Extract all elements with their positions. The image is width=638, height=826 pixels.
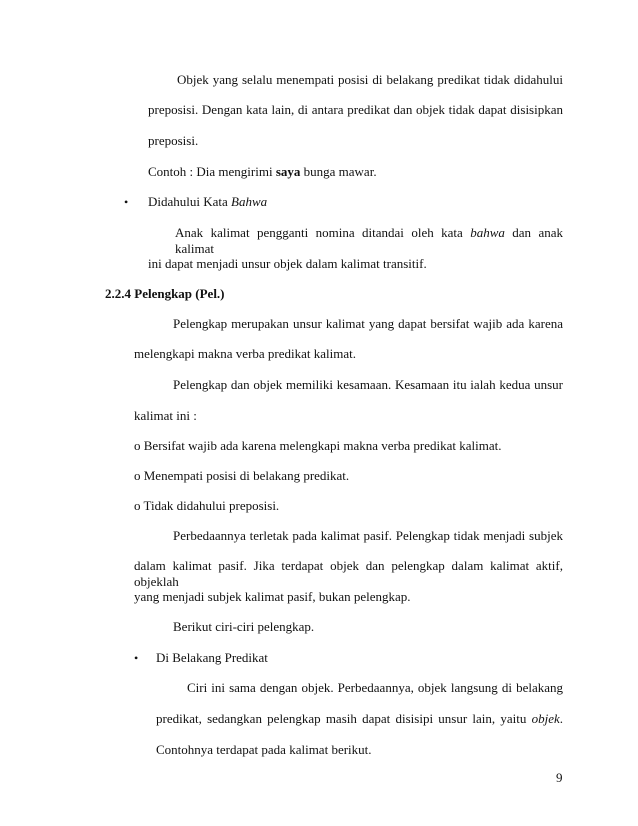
example-text: bunga mawar. <box>300 164 377 179</box>
bullet-icon: • <box>124 195 129 209</box>
paragraph-text: predikat, sedangkan pelengkap masih dapat disisipi unsur lain, yaitu <box>156 711 532 726</box>
list-item: o Menempati posisi di belakang predikat. <box>134 468 350 483</box>
paragraph-line: preposisi. <box>148 133 199 148</box>
section-title: Pelengkap (Pel.) <box>134 286 225 301</box>
paragraph-line: melengkapi makna verba predikat kalimat. <box>134 346 356 361</box>
section-heading <box>105 286 225 302</box>
list-item: o Bersifat wajib ada karena melengkapi makna verba predikat kalimat. <box>134 438 502 453</box>
bullet-text: Didahului Kata <box>148 194 232 209</box>
page-number: 9 <box>556 770 563 785</box>
example-bold-word: saya <box>275 164 301 179</box>
bullet-item: Di Belakang Predikat <box>156 650 268 665</box>
paragraph-line: Berikut ciri-ciri pelengkap. <box>173 619 315 634</box>
paragraph-line <box>156 711 563 727</box>
paragraph-line: Perbedaannya terletak pada kalimat pasif. Pelengkap tidak menjadi subjek <box>173 528 563 543</box>
example-line <box>148 164 377 180</box>
paragraph-line: preposisi. Dengan kata lain, di antara predikat dan objek tidak dapat disisipkan <box>148 102 563 117</box>
paragraph-line: yang menjadi subjek kalimat pasif, bukan pelengkap. <box>134 589 411 604</box>
list-item: o Tidak didahului preposisi. <box>134 498 280 513</box>
paragraph-line: kalimat ini : <box>134 408 197 423</box>
paragraph-line: Contohnya terdapat pada kalimat berikut. <box>156 742 372 757</box>
paragraph-line: Ciri ini sama dengan objek. Perbedaannya, objek langsung di belakang <box>187 680 563 695</box>
paragraph-text: Anak kalimat pengganti nomina ditandai oleh kata <box>175 225 471 240</box>
bullet-item <box>148 194 267 210</box>
paragraph-line: ini dapat menjadi unsur objek dalam kalimat transitif. <box>148 256 427 271</box>
paragraph-line: dalam kalimat pasif. Jika terdapat objek dan pelengkap dalam kalimat aktif, objeklah <box>134 558 563 589</box>
italic-word: objek <box>531 711 560 726</box>
bullet-italic-word: Bahwa <box>231 194 268 209</box>
bullet-icon: • <box>134 651 139 665</box>
paragraph-text: dan anak kalimat <box>175 225 564 256</box>
example-text: Contoh : Dia mengirimi <box>148 164 276 179</box>
italic-word: bahwa <box>470 225 505 240</box>
paragraph-text: . <box>559 711 563 726</box>
paragraph-line <box>175 225 563 257</box>
paragraph-line: Pelengkap dan objek memiliki kesamaan. Kesamaan itu ialah kedua unsur <box>173 377 563 392</box>
paragraph-line: Pelengkap merupakan unsur kalimat yang dapat bersifat wajib ada karena <box>173 316 563 331</box>
paragraph-line: Objek yang selalu menempati posisi di belakang predikat tidak didahului <box>177 72 563 87</box>
section-number: 2.2.4 <box>105 286 131 301</box>
